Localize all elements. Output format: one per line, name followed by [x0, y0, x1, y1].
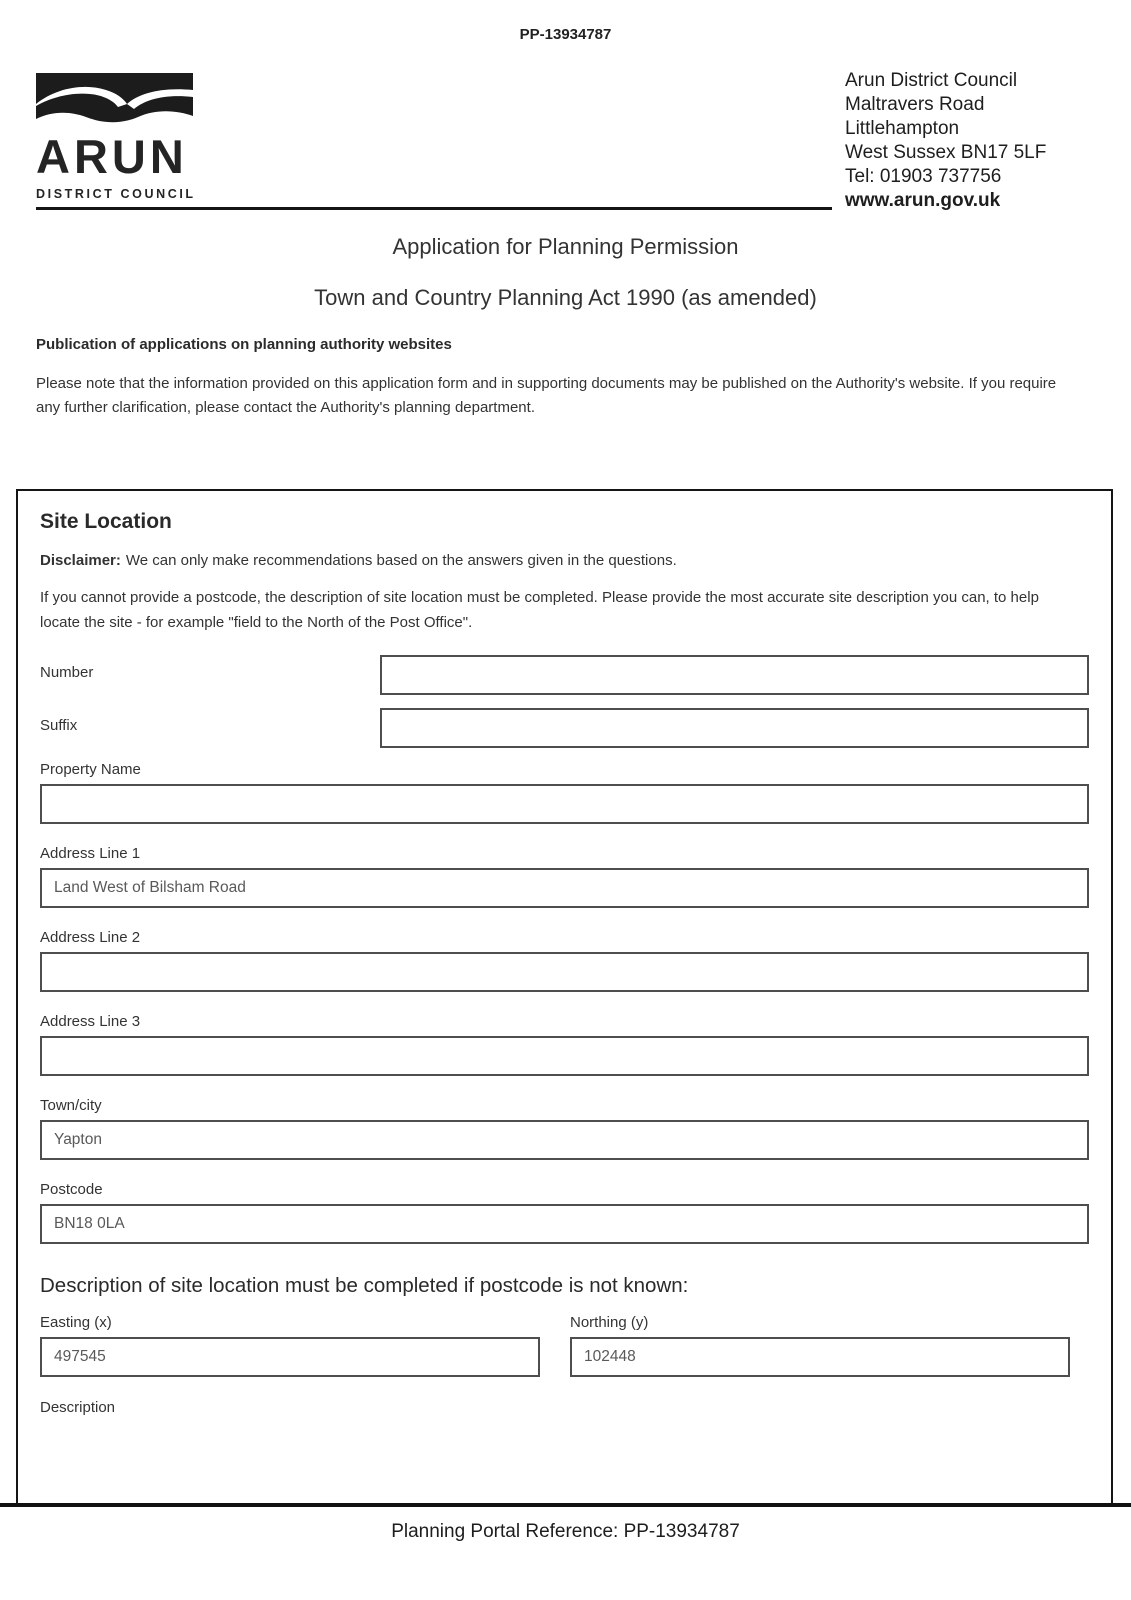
coordinates-row: [40, 1314, 1070, 1377]
property-name-input[interactable]: [40, 784, 1089, 824]
section-title: Site Location: [40, 510, 172, 533]
easting-label: Easting (x): [40, 1314, 112, 1331]
arun-logo: [36, 73, 194, 201]
disclaimer: [40, 550, 1089, 572]
disclaimer-text: We can only make recommendations based on the answers given in the questions.: [125, 552, 677, 569]
address-line-3-label: Address Line 3: [40, 1013, 141, 1030]
publication-heading: Publication of applications on planning authority websites: [36, 336, 452, 353]
address-line-3-input[interactable]: [40, 1036, 1089, 1076]
postcode-field-row: [40, 1181, 1089, 1244]
disclaimer-label: Disclaimer:: [40, 552, 121, 569]
property-name-label: Property Name: [40, 761, 141, 778]
address-line: West Sussex BN17 5LF: [845, 142, 1047, 163]
number-input[interactable]: [380, 655, 1089, 695]
postcode-label: Postcode: [40, 1181, 103, 1198]
publication-body: Please note that the information provided on this application form and in supporting documents may be published on the Authority's website. If you require any further clarification, please contact the Authority's planning department.: [36, 375, 1057, 416]
postcode-input[interactable]: [40, 1204, 1089, 1244]
page-reference: PP-13934787: [519, 26, 612, 43]
document-title: Application for Planning Permission: [392, 234, 739, 259]
logo-subtitle: DISTRICT COUNCIL: [36, 187, 196, 201]
address-line-1-field-row: [40, 845, 1089, 908]
easting-input[interactable]: [40, 1337, 540, 1377]
property-name-field-row: [40, 761, 1089, 824]
document-subtitle: Town and Country Planning Act 1990 (as amended): [314, 285, 817, 310]
address-line: Maltravers Road: [845, 94, 985, 115]
postcode-instructions: If you cannot provide a postcode, the description of site location must be completed. Please provide the most accurate site description you can, to help locate the site - for example "field to the North of the Post Office".: [40, 589, 1039, 631]
address-line: Arun District Council: [845, 70, 1018, 91]
council-address-block: [845, 69, 1046, 213]
address-line-1-label: Address Line 1: [40, 845, 141, 862]
northing-field-row: [570, 1314, 1070, 1377]
address-line-3-field-row: [40, 1013, 1089, 1076]
town-city-label: Town/city: [40, 1097, 102, 1114]
planning-portal-reference: Planning Portal Reference: PP-13934787: [391, 1521, 740, 1542]
arun-logo-icon: [36, 73, 193, 128]
address-line-2-field-row: [40, 929, 1089, 992]
northing-input[interactable]: [570, 1337, 1070, 1377]
address-line: Littlehampton: [845, 118, 960, 139]
northing-label: Northing (y): [570, 1314, 649, 1331]
description-requirement-heading: Description of site location must be completed if postcode is not known:: [40, 1274, 689, 1297]
address-phone: Tel: 01903 737756: [845, 166, 1002, 187]
logo-wordmark: ARUN: [36, 130, 188, 183]
address-line-2-input[interactable]: [40, 952, 1089, 992]
town-city-input[interactable]: [40, 1120, 1089, 1160]
site-location-section: [16, 489, 1113, 1503]
address-line-2-label: Address Line 2: [40, 929, 141, 946]
easting-field-row: [40, 1314, 540, 1377]
number-field-row: [40, 655, 1089, 695]
town-city-field-row: [40, 1097, 1089, 1160]
council-website: www.arun.gov.uk: [845, 190, 1001, 211]
form-fields: [40, 655, 1089, 1244]
header-divider: [36, 207, 832, 210]
suffix-field-row: [40, 708, 1089, 748]
suffix-input[interactable]: [380, 708, 1089, 748]
address-line-1-input[interactable]: [40, 868, 1089, 908]
number-label: Number: [40, 664, 94, 681]
description-label: Description: [40, 1399, 116, 1416]
page-break-divider: [0, 1503, 1131, 1507]
suffix-label: Suffix: [40, 717, 78, 734]
